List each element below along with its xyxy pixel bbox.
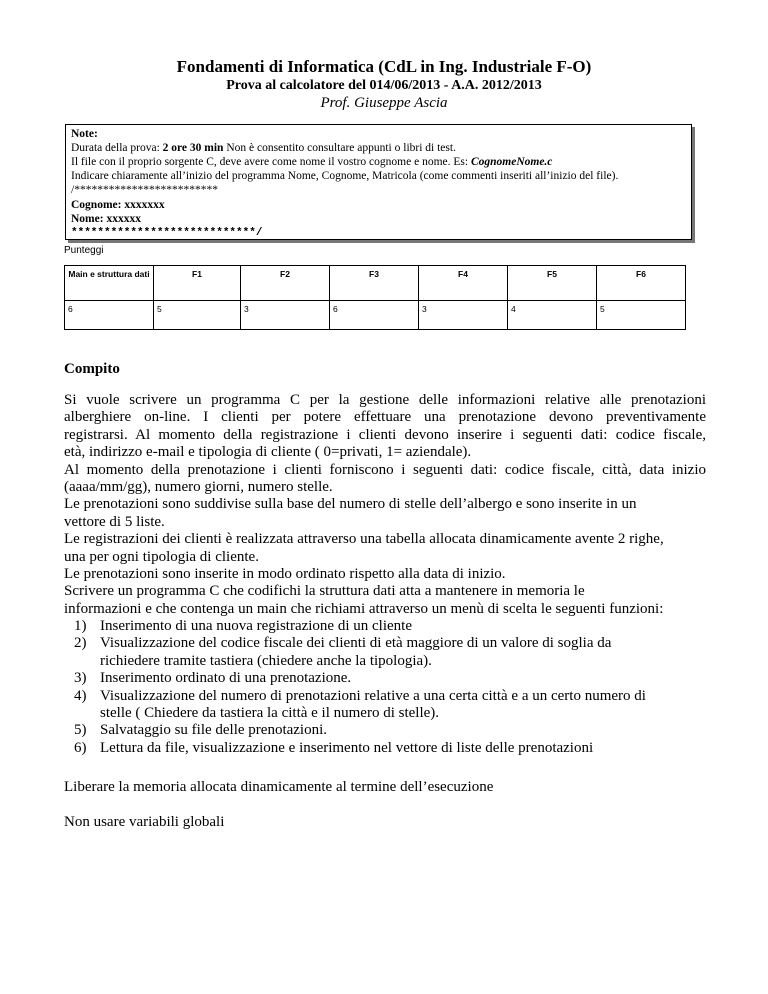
duration-prefix: Durata della prova:: [71, 142, 163, 154]
text-line: Al momento della prenotazione i clienti forniscono i seguenti dati: codice fiscale, città, data inizio: [64, 461, 706, 478]
item-number: 2): [74, 635, 87, 652]
notes-box: [65, 124, 692, 240]
scores-table: [64, 265, 686, 330]
score-header: F5: [508, 266, 597, 301]
score-header: F4: [419, 266, 508, 301]
score-value: 3: [419, 301, 508, 330]
item-number: 1): [74, 618, 87, 634]
scores-value-row: [65, 301, 686, 330]
item-number: 6): [74, 739, 87, 756]
text-line: Scrivere un programma C che codifichi la struttura dati atta a mantenere in memoria le: [64, 583, 585, 600]
item-text: Inserimento ordinato di una prenotazione.: [100, 670, 352, 687]
text-line: Le prenotazioni sono suddivise sulla base del numero di stelle dell’albergo e sono inserite in un: [64, 496, 637, 513]
item-text: Salvataggio su file delle prenotazioni.: [100, 722, 328, 739]
notes-cognome: Cognome: xxxxxxx: [71, 199, 165, 211]
item-text: Visualizzazione del codice fiscale dei clienti di età maggiore di un valore di soglia da: [100, 635, 612, 652]
item-text: Visualizzazione del numero di prenotazioni relative a una certa città e a un certo numero di: [100, 687, 646, 704]
text-line: registrarsi. Al momento della registrazione i clienti devono inserire i seguenti dati: codice fiscale,: [64, 426, 706, 443]
text-line: vettore di 5 liste.: [64, 513, 165, 530]
list-item: [64, 670, 706, 687]
notes-comment-close: ****************************/: [71, 227, 263, 239]
score-value: 6: [330, 301, 419, 330]
list-item: [64, 688, 706, 723]
score-value: 3: [241, 301, 330, 330]
professor-name: Prof. Giuseppe Ascia: [320, 95, 448, 111]
notes-label: Note:: [71, 128, 98, 140]
notes-nome: Nome: xxxxxx: [71, 213, 141, 225]
file-example: CognomeNome.c: [470, 156, 553, 168]
notes-duration: [71, 142, 456, 154]
duration-suffix: Non è consentito consultare appunti o libri di test.: [223, 142, 456, 154]
free-memory-note: Liberare la memoria allocata dinamicamente al termine dell’esecuzione: [64, 779, 494, 795]
list-item: [64, 722, 706, 739]
score-value: 5: [597, 301, 686, 330]
no-globals-note: Non usare variabili globali: [64, 814, 225, 830]
file-prefix: Il file con il proprio sorgente C, deve avere come nome il vostro cognome e nome. Es:: [71, 156, 471, 168]
page-title: Fondamenti di Informatica (CdL in Ing. Industriale F-O): [176, 57, 592, 76]
item-text: stelle ( Chiedere da tastiera la città e il numero di stelle).: [100, 705, 440, 722]
duration-value: 2 ore 30 min: [162, 142, 224, 154]
text-line: una per ogni tipologia di cliente.: [64, 548, 259, 565]
text-line: età, indirizzo e-mail e tipologia di cliente ( 0=privati, 1= aziendale).: [64, 444, 472, 461]
score-header: F1: [154, 266, 241, 301]
notes-file: [71, 156, 552, 168]
notes-comment-open: /*************************: [71, 184, 218, 196]
item-number: 4): [74, 687, 87, 704]
notes-indicate: Indicare chiaramente all’inizio del programma Nome, Cognome, Matricola (come commenti inseriti all’inizio del file).: [71, 170, 619, 182]
item-number: 5): [74, 722, 87, 739]
list-item: [64, 635, 706, 670]
score-header: F6: [597, 266, 686, 301]
score-value: 5: [154, 301, 241, 330]
score-header: F2: [241, 266, 330, 301]
text-line: Le registrazioni dei clienti è realizzata attraverso una tabella allocata dinamicamente avente 2 righe,: [64, 531, 664, 548]
text-line: alberghiere on-line. I clienti per potere effettuare una prenotazione devono preventivamente: [64, 409, 706, 426]
text-line: Le prenotazioni sono inserite in modo ordinato rispetto alla data di inizio.: [64, 566, 506, 583]
text-line: (aaaa/mm/gg), numero giorni, numero stelle.: [64, 479, 333, 496]
task-heading: Compito: [64, 361, 120, 377]
text-line: informazioni e che contenga un main che richiami attraverso un menù di scelta le seguenti funzioni:: [64, 600, 664, 617]
item-text: Lettura da file, visualizzazione e inserimento nel vettore di liste delle prenotazioni: [100, 739, 594, 756]
task-paragraph-1: [64, 392, 706, 618]
list-item: [64, 618, 706, 635]
list-item: [64, 740, 706, 757]
score-value: 6: [65, 301, 154, 330]
score-value: 4: [508, 301, 597, 330]
score-header: Main e struttura dati: [65, 266, 154, 301]
scores-label: Punteggi: [64, 245, 104, 256]
score-header: F3: [330, 266, 419, 301]
text-line: Si vuole scrivere un programma C per la gestione delle informazioni relative alle prenotazioni: [64, 392, 706, 408]
item-text: Inserimento di una nuova registrazione di un cliente: [100, 618, 412, 634]
exam-subtitle: Prova al calcolatore del 014/06/2013 - A.A. 2012/2013: [226, 78, 542, 93]
scores-header-row: [65, 266, 686, 301]
item-number: 3): [74, 670, 87, 687]
functions-list: [64, 618, 706, 757]
item-text: richiedere tramite tastiera (chiedere anche la tipologia).: [100, 652, 432, 669]
